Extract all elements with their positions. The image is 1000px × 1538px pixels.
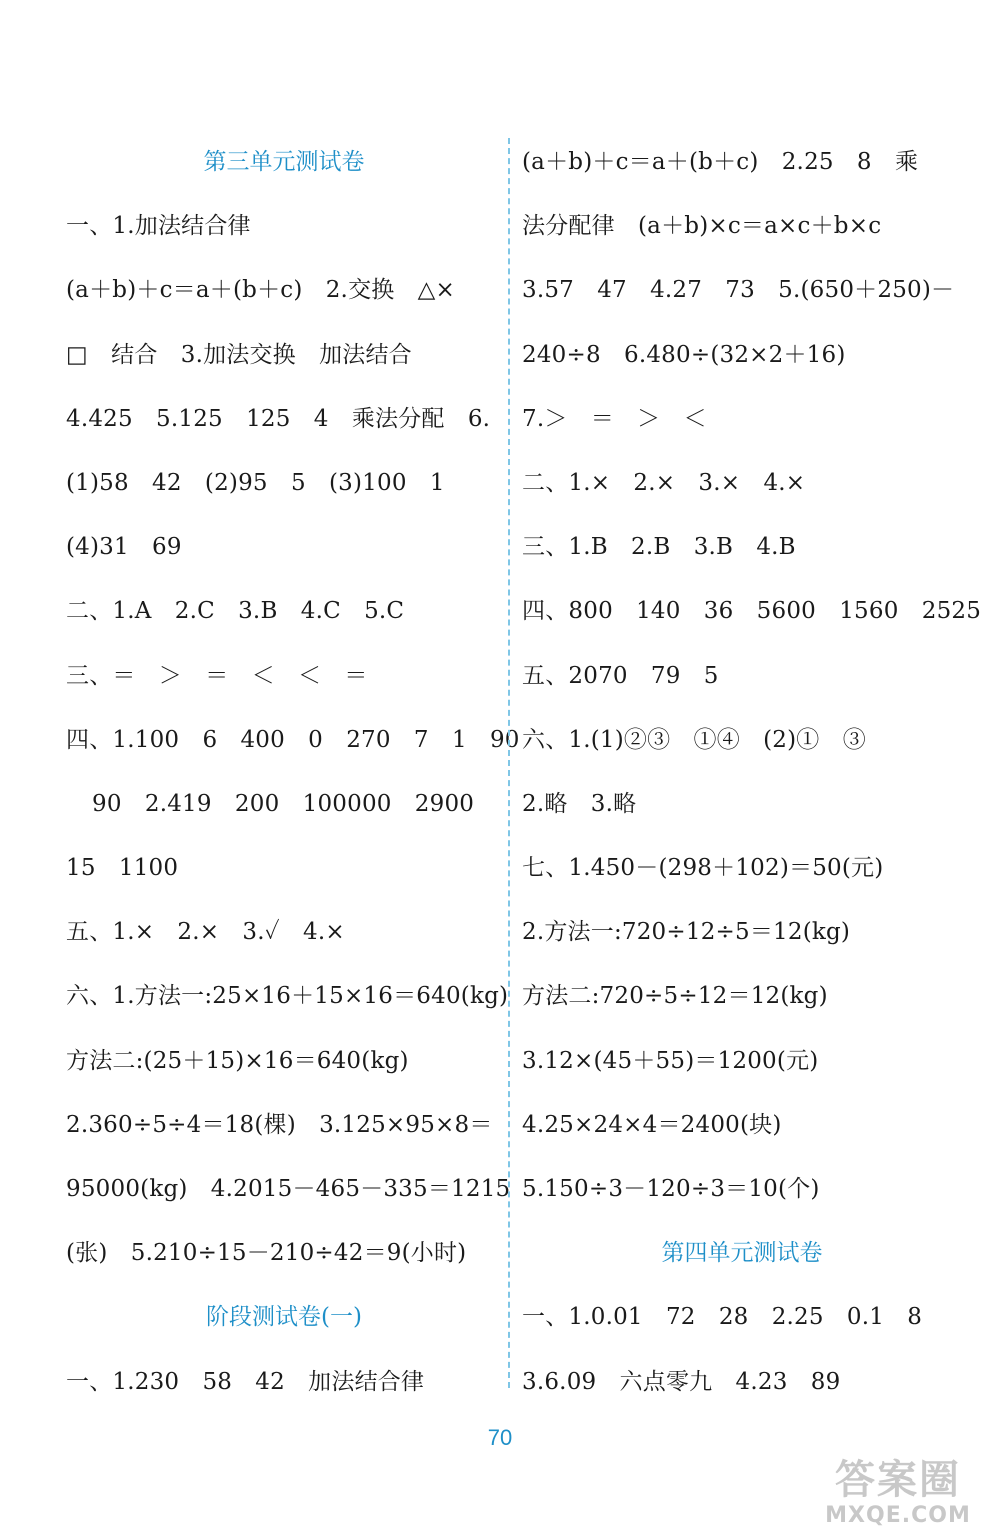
left-column <box>66 130 520 1414</box>
answer-line: 二、1.A 2.C 3.B 4.C 5.C <box>66 598 405 625</box>
answer-line: 六、1.方法一:25×16＋15×16＝640(kg) <box>66 983 509 1010</box>
answer-line: 三、1.B 2.B 3.B 4.B <box>522 534 796 561</box>
section-heading-unit4: 第四单元测试卷 <box>661 1240 823 1267</box>
answer-line: 4.25×24×4＝2400(块) <box>522 1111 782 1138</box>
answer-line: 2.360÷5÷4＝18(棵) 3.125×95×8＝ <box>66 1111 493 1138</box>
answer-line: 五、1.× 2.× 3.✓ 4.× <box>66 919 345 946</box>
answer-line: 5.150÷3－120÷3＝10(个) <box>522 1176 820 1202</box>
answer-line: 90 2.419 200 100000 2900 <box>92 790 475 817</box>
section-heading-unit3: 第三单元测试卷 <box>203 149 365 175</box>
answer-line: 4.425 5.125 125 4 乘法分配 6. <box>66 405 491 432</box>
answer-line: 方法二:(25＋15)×16＝640(kg) <box>66 1047 409 1074</box>
answer-line: 四、1.100 6 400 0 270 7 1 90 <box>66 726 520 753</box>
answer-line: 六、1.(1)②③ ①④ (2)① ③ <box>522 726 866 753</box>
answer-line: □ 结合 3.加法交换 加法结合 <box>66 341 412 368</box>
watermark-domain-text: MXQE.COM <box>825 1503 971 1528</box>
answer-line: 240÷8 6.480÷(32×2＋16) <box>522 341 846 368</box>
answer-line: 7.＞ ＝ ＞ ＜ <box>522 405 707 432</box>
answer-line: (a＋b)＋c＝a＋(b＋c) 2.交换 △× <box>66 277 456 304</box>
answer-line: 一、1.加法结合律 <box>66 213 251 240</box>
answer-line: (a＋b)＋c＝a＋(b＋c) 2.25 8 乘 <box>522 149 919 175</box>
right-column <box>522 130 982 1414</box>
answer-line: 五、2070 79 5 <box>522 662 719 689</box>
answer-line: 3.57 47 4.27 73 5.(650＋250)－ <box>522 277 955 304</box>
answer-line: 四、800 140 36 5600 1560 2525 <box>522 598 982 625</box>
answer-line: 一、1.230 58 42 加法结合律 <box>66 1368 425 1395</box>
answer-line: 法分配律 (a＋b)×c＝a×c＋b×c <box>522 213 882 240</box>
answer-line: 七、1.450－(298＋102)＝50(元) <box>522 855 884 882</box>
answer-line: 95000(kg) 4.2015－465－335＝1215 <box>66 1176 511 1202</box>
watermark-logo <box>808 1448 988 1528</box>
section-heading-stage1: 阶段测试卷(一) <box>206 1304 362 1331</box>
answer-line: (1)58 42 (2)95 5 (3)100 1 <box>66 469 445 496</box>
answer-line: 三、＝ ＞ ＝ ＜ ＜ ＝ <box>66 662 368 689</box>
answer-line: 方法二:720÷5÷12＝12(kg) <box>522 983 828 1010</box>
answer-line: 2.方法一:720÷12÷5＝12(kg) <box>522 919 851 946</box>
page-number: 70 <box>487 1425 513 1450</box>
answer-line: (张) 5.210÷15－210÷42＝9(小时) <box>66 1240 467 1267</box>
column-divider <box>508 138 510 1388</box>
answer-line: 15 1100 <box>66 855 179 882</box>
answer-line: 一、1.0.01 72 28 2.25 0.1 8 <box>522 1304 923 1331</box>
answer-line: 2.略 3.略 <box>522 790 637 817</box>
answer-line: 3.6.09 六点零九 4.23 89 <box>522 1368 841 1395</box>
watermark-logo-text: 答案圈 <box>835 1457 961 1503</box>
answer-line: 3.12×(45＋55)＝1200(元) <box>522 1047 819 1074</box>
answer-line: (4)31 69 <box>66 534 182 561</box>
answer-line: 二、1.× 2.× 3.× 4.× <box>522 469 806 496</box>
